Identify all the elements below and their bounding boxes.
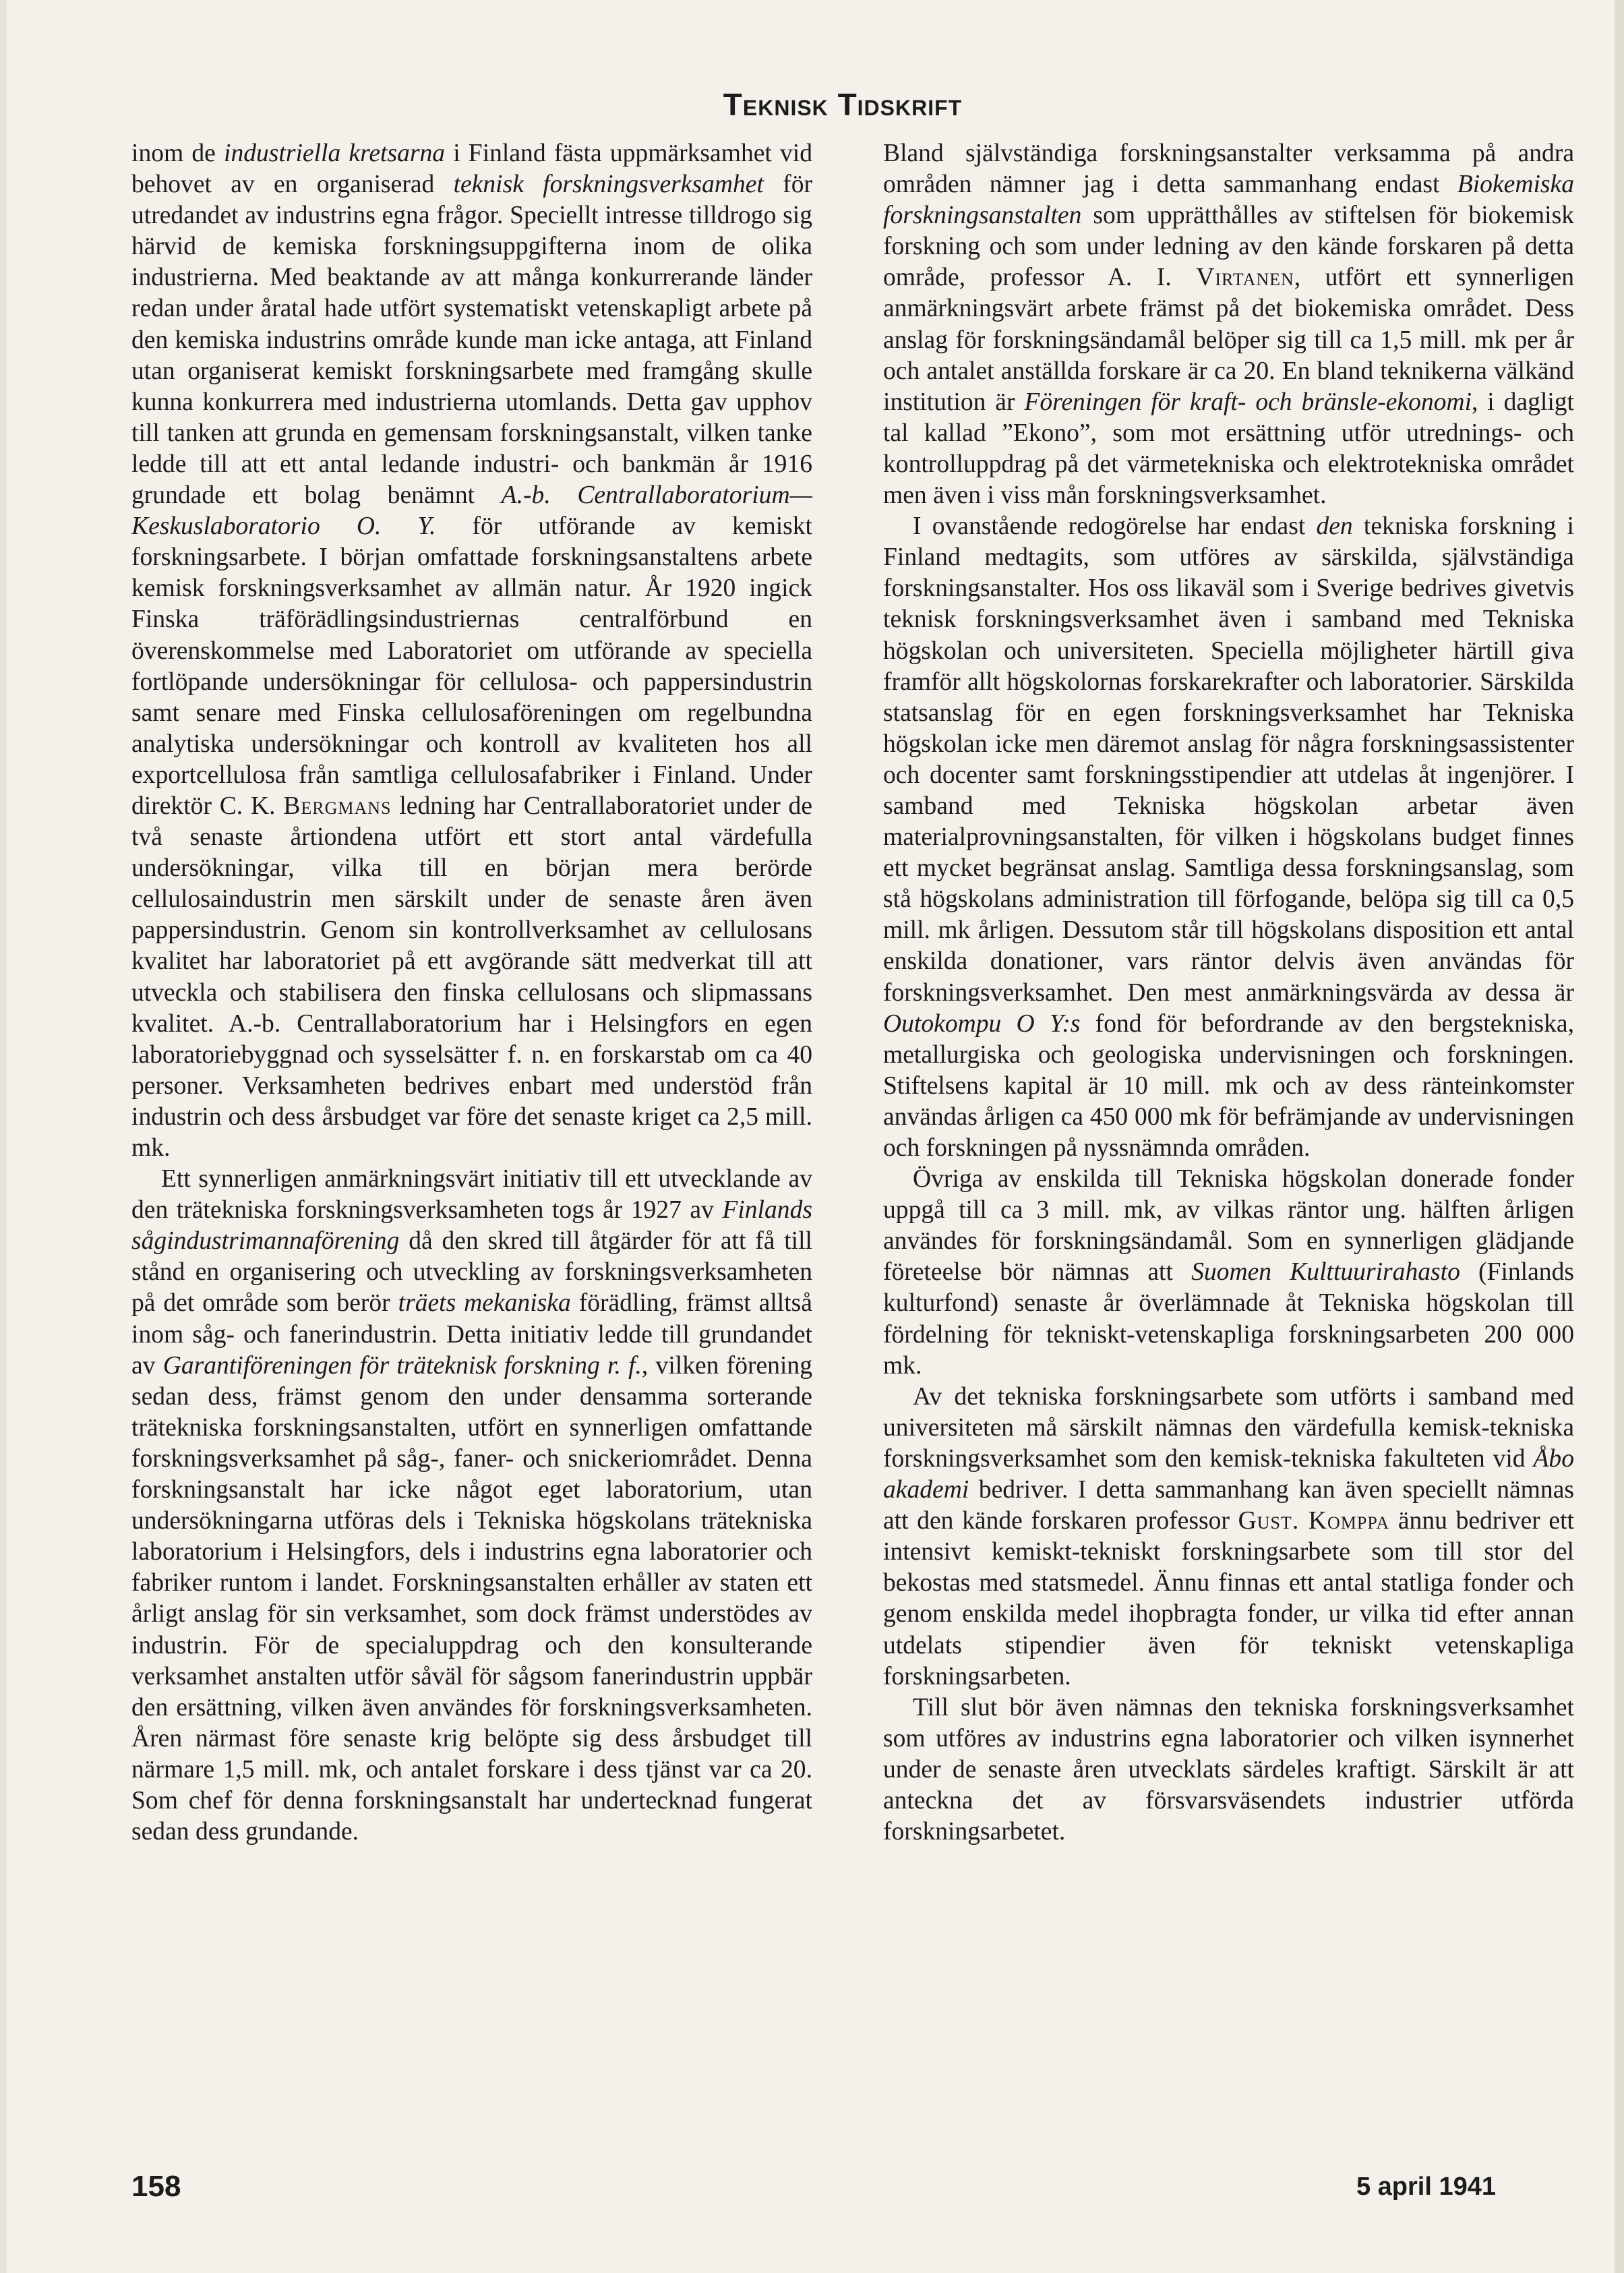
paragraph: Till slut bör även nämnas den tekniska forskningsverksamhet som utföres av industrins egna laboratorier och vilken isynnerhet under de senaste åren utvecklats särdeles kraftigt. Särskilt är att anteckna det av försvarsväsendets industrier utförda forskningsarbetet. <box>883 1693 1574 1846</box>
left-column <box>131 138 812 2107</box>
paragraph: inom de industriella kretsarna i Finland fästa uppmärksamhet vid behovet av en organiserad teknisk forskningsverksamhet för utredandet av industrins egna frågor. Speciellt intresse tilldrogo sig härvid de kemiska forskningsuppgifterna inom de olika industrierna. Med beaktande av att många konkurrerande länder redan under åratal hade utfört systematiskt vetenskapligt arbete på den kemiska industrins område kunde man icke antaga, att Finland utan organiserat kemiskt forskningsarbete med framgång skulle kunna konkurrera med industrierna utomlands. Detta gav upphov till tanken att grunda en gemensam forskningsanstalt, vilken tanke ledde till att ett antal ledande industri- och bankmän år 1916 grundade ett bolag benämnt A.-b. Centrallaboratorium—Keskuslaboratorio O. Y. för utförande av kemiskt forskningsarbete. I början omfattade forskningsanstaltens arbete kemisk forskningsverksamhet av allmän natur. År 1920 ingick Finska träförädlingsindustriernas centralförbund en överenskommelse med Laboratoriet om utförande av speciella fortlöpande undersökningar för cellulosa- och pappersindustrin samt senare med Finska cellulosaföreningen om regelbundna analytiska undersökningar och kontroll av kvaliteten hos all exportcellulosa från samtliga cellulosafabriker i Finland. Under direktör C. K. Bergmans ledning har Centrallaboratoriet under de två senaste årtiondena utfört ett stort antal värdefulla undersökningar, vilka till en början mera berörde cellulosaindustrin men särskilt under de senaste åren även pappersindustrin. Genom sin kontrollverksamhet av cellulosans kvalitet har laboratoriet på ett avgörande sätt medverkat till att utveckla och stabilisera den finska cellulosans och slipmassans kvalitet. A.-b. Centrallaboratorium har i Helsingfors en egen laboratoriebyggnad och sysselsätter f. n. en forskarstab om ca 40 personer. Verksamheten bedrives enbart med understöd från industrin och dess årsbudget var före det senaste kriget ca 2,5 mill. mk. <box>131 140 812 1162</box>
emphasis: Föreningen för kraft- och bränsle-ekonomi <box>1024 388 1472 416</box>
paragraph: I ovanstående redogörelse har endast den tekniska forskning i Finland medtagits, som utföres av särskilda, självständiga forskningsanstalter. Hos oss likaväl som i Sverige bedrives givetvis teknisk forskningsverksamhet även i samband med Tekniska högskolan och universiteten. Speciella möjligheter härtill giva framför allt högskolornas forskarekrafter och laboratorier. Särskilda statsanslag för en egen forskningsverksamhet har Tekniska högskolan icke men däremot anslag för några forskningsassistenter och docenter samt forskningsstipendier att utdelas åt ingenjörer. I samband med Tekniska högskolan arbetar även materialprovningsanstalten, för vilken i högskolans budget finnes ett mycket begränsat anslag. Samtliga dessa forskningsanslag, som stå högskolans administration till förfogande, belöpa sig till ca 0,5 mill. mk årligen. Dessutom står till högskolans disposition ett antal enskilda donationer, vars räntor delvis även användas för forskningsverksamhet. Den mest anmärkningsvärda av dessa är Outokompu O Y:s fond för befordrande av den bergstekniska, metallurgiska och geologiska undervisningen och forskningen. Stiftelsens kapital är 10 mill. mk och av dess ränteinkomster användas årligen ca 450 000 mk för befrämjande av undervisningen och forskningen på nyssnämnda områden. <box>883 512 1574 1162</box>
emphasis: Biokemiska forskningsanstalten <box>883 171 1574 230</box>
emphasis: A.-b. Centrallaboratorium—Keskuslaboratorio O. Y. <box>131 481 812 541</box>
emphasis: Åbo akademi <box>883 1444 1574 1504</box>
issue-date: 5 april 1941 <box>1356 2173 1496 2201</box>
person-name: Gust. Komppa <box>1238 1507 1390 1535</box>
emphasis: Suomen Kulttuurirahasto <box>1191 1258 1460 1287</box>
paragraph: Bland självständiga forskningsanstalter verksamma på andra områden nämner jag i detta sammanhang endast Biokemiska forskningsanstalten som upprätthålles av stiftelsen för biokemisk forskning och som under ledning av den kände forskaren på detta område, professor A. I. Virtanen, utfört ett synnerligen anmärkningsvärt arbete främst på det biokemiska området. Dess anslag för forskningsändamål belöper sig till ca 1,5 mill. mk per år och antalet anställda forskare är ca 20. En bland teknikerna välkänd institution är Föreningen för kraft- och bränsle-ekonomi, i dagligt tal kallad ”Ekono”, som mot ersättning utför utrednings- och kontrolluppdrag på det värmetekniska och elektrotekniska området men även i viss mån forskningsverksamhet. <box>883 140 1574 510</box>
paragraph: Ett synnerligen anmärkningsvärt initiativ till ett utvecklande av den trätekniska forskningsverksamheten togs år 1927 av Finlands sågindustrimannaförening då den skred till åtgärder för att få till stånd en organisering och utveckling av forskningsverksamheten på det område som berör träets mekaniska förädling, främst alltså inom såg- och fanerindustrin. Detta initiativ ledde till grundandet av Garantiföreningen för träteknisk forskning r. f., vilken förening sedan dess, främst genom den under densamma sorterande trätekniska forskningsanstalten, utfört en synnerligen omfattande forskningsverksamhet på såg-, faner- och snickeriområdet. Denna forskningsanstalt har icke något eget laboratorium, utan undersökningarna utföras dels i Tekniska högskolans trätekniska laboratorium i Helsingfors, dels i industrins egna laboratorier och fabriker runtom i landet. Forskningsanstalten erhåller av staten ett årligt anslag för sin verksamhet, som dock främst understödes av industrin. För de specialuppdrag och den konsulterande verksamhet anstalten utför såväl för sågsom fanerindustrin uppbär den ersättning, vilken även användes för forskningsverksamheten. Åren närmast före senaste krig belöpte sig dess årsbudget till närmare 1,5 mill. mk, och antalet forskare i dess tjänst var ca 20. Som chef för denna forskningsanstalt har undertecknad fungerat sedan dess grundande. <box>131 1165 812 1846</box>
emphasis: Garantiföreningen för träteknisk forskning r. f. <box>162 1351 642 1380</box>
emphasis: den <box>1316 512 1353 541</box>
emphasis: teknisk forskningsverksamhet <box>453 171 764 199</box>
emphasis: Finlands sågindustrimannaförening <box>131 1196 812 1256</box>
person-name: Bergmans <box>283 792 392 820</box>
page-number: 158 <box>131 2170 181 2203</box>
paragraph: Av det tekniska forskningsarbete som utförts i samband med universiteten må särskilt nämnas den värdefulla kemisk-tekniska forskningsverksamhet som den kemisk-tekniska fakulteten vid Åbo akademi bedriver. I detta sammanhang kan även speciellt nämnas att den kände forskaren professor Gust. Komppa ännu bedriver ett intensivt kemiskt-tekniskt forskningsarbete som till stor del bekostas med statsmedel. Ännu finnas ett antal statliga fonder och genom enskilda medel ihopbragta fonder, ur vilka tid efter annan utdelats stipendier även för tekniskt vetenskapliga forskningsarbeten. <box>883 1382 1574 1690</box>
paragraph: Övriga av enskilda till Tekniska högskolan donerade fonder uppgå till ca 3 mill. mk, av vilkas räntor ung. hälften årligen användes för forskningsändamål. Som en synnerligen glädjande företeelse bör nämnas att Suomen Kulttuurirahasto (Finlands kulturfond) senaste år överlämnade åt Tekniska högskolan till fördelning för tekniskt-vetenskapliga forskningsarbeten 200 000 mk. <box>883 1165 1574 1380</box>
emphasis: träets mekaniska <box>398 1289 571 1318</box>
emphasis: Outokompu O Y:s <box>883 1009 1081 1038</box>
running-header: Teknisk Tidskrift <box>723 87 963 122</box>
person-name: Virtanen <box>1196 264 1294 292</box>
emphasis: industriella kretsarna <box>224 140 446 167</box>
right-column <box>883 138 1574 2107</box>
